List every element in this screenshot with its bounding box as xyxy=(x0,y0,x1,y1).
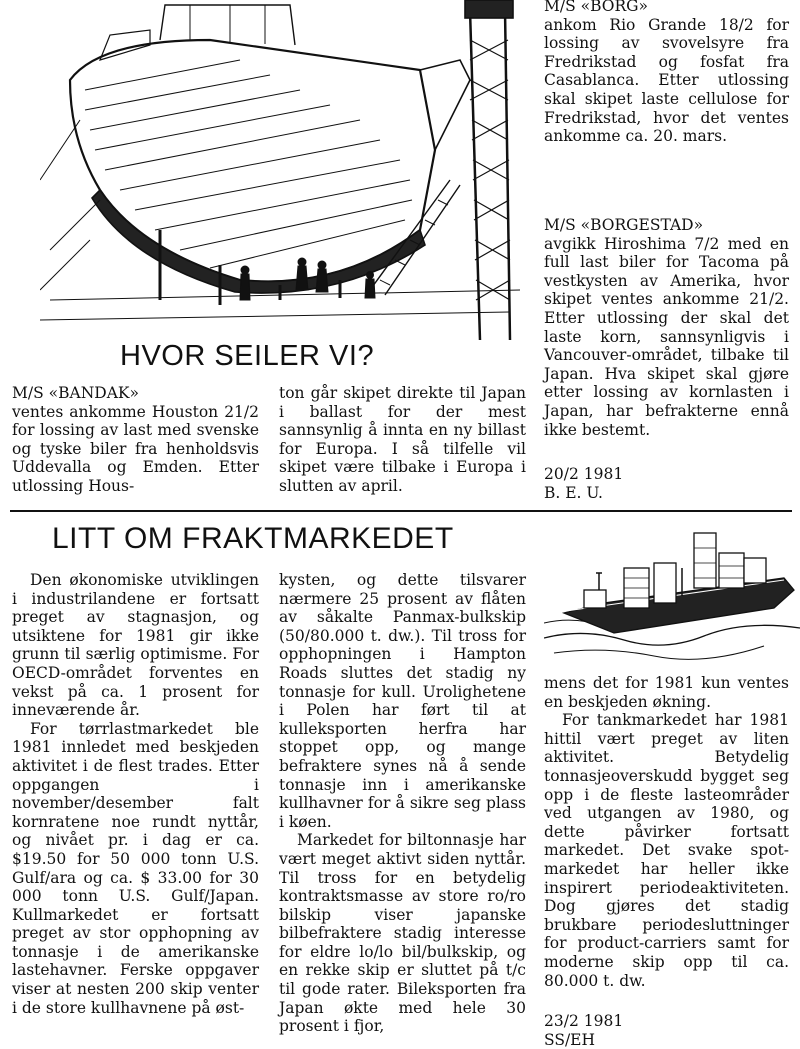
page-title-hvor-seiler-vi: HVOR SEILER VI? xyxy=(120,340,375,372)
fraktmarkedet-col2 xyxy=(279,571,526,1036)
borgestad-heading: M/S «BORGESTAD» xyxy=(544,216,704,234)
signature-initials-bottom: SS/EH xyxy=(544,1030,596,1049)
section-divider xyxy=(10,510,792,512)
borg-text: ankom Rio Grande 18/2 for lossing av svovelsyre fra Fredrikstad og fosfat fra Casablanca. Etter utlossing skal skipet laste cellulose for Fredrikstad, hvor det ventes ankomme ca. 20. mars. xyxy=(544,15,789,146)
col1-paragraph-2: For tørrlastmarkedet ble 1981 innledet med beskjeden aktivitet i de flest trades. Etter oppgangen i november/desember falt kornratene noe rundt nyttår, og nivået pr. i dag er ca. $19.50 for 50 000 tonn U.S. Gulf/ara og ca. $ 33.00 for 30 000 tonn U.S. Gulf/Japan. Kullmarkedet er fortsatt preget av stor opphopning av tonnasje i de amerikanske lastehavner. Ferske oppgaver viser at nesten 200 skip venter i de store kullhavnene på øst- xyxy=(12,719,259,1017)
bandak-article-col1 xyxy=(12,384,259,496)
col3-paragraph-2: For tankmarkedet har 1981 hittil vært preget av liten aktivitet. Betydelig tonnasjeoverskudd bygget seg opp i de fleste lasteområder ved utgangen av 1980, og dette påvirker fortsatt markedet. Det svake spot-markedet har heller ikke inspirert periodeaktiviteten. Dog gjøres det stadig brukbare periodesluttninger for product-carriers samt for moderne skip opp til ca. 80.000 t. dw. xyxy=(544,711,789,990)
borgestad-text: avgikk Hiroshima 7/2 med en full last biler for Tacoma på vestkysten av Amerika, hvor skipet ventes ankomme 21/2. Etter utlossing der skal det laste korn, sannsynligvis i Vancouver-området, tilbake til Japan. Hva skipet skal gjøre etter lossing av kornlasten i Japan, har befrakterne ennå ikke bestemt. xyxy=(544,234,789,439)
col2-paragraph-1: kysten, og dette tilsvarer nærmere 25 prosent av flåten av såkalte Panmax-bulkskip (50/80.000 t. dw.). Til tross for opphopningen i Hampton Roads sluttes det stadig ny tonnasje for kull. Urolighetene i Polen har ført til at kulleksporten herfra har stoppet opp, og mange befraktere synes nå å sende tonnasje inn i amerikanske kullhavner for å sikre seg plass i køen. xyxy=(279,571,526,831)
signature-date-bottom: 23/2 1981 xyxy=(544,1012,624,1031)
cargo-ship-illustration xyxy=(544,528,800,668)
signature-initials-top: B. E. U. xyxy=(544,483,603,502)
signature-date-top: 20/2 1981 xyxy=(544,465,624,484)
bandak-article-col2 xyxy=(279,384,526,496)
fraktmarkedet-col1 xyxy=(12,571,259,1017)
borg-heading: M/S «BORG» xyxy=(544,0,649,15)
fraktmarkedet-col3 xyxy=(544,674,789,1049)
bandak-text-2: ton går skipet direkte til Japan i ballast for der mest sannsynlig å innta en ny billast for Europa. I så tilfelle vil skipet være tilbake i Europa i slutten av april. xyxy=(279,384,526,495)
col2-paragraph-2: Markedet for biltonnasje har vært meget aktivt siden nyttår. Til tross for en betydelig kontraktsmasse av store ro/ro bilskip viser japanske bilbefraktere stadig interesse for eldre lo/lo bil/bulkskip, og en rekke skip er sluttet på t/c til gode rater. Bileksporten fra Japan økte med hele 30 prosent i fjor, xyxy=(279,831,526,1036)
col1-paragraph-1: Den økonomiske utviklingen i industrilandene er fortsatt preget av stagnasjon, og utsiktene for 1981 gir ikke grunn til særlig optimisme. For OECD-området forventes en vekst på ca. 1 prosent for inneværende år. xyxy=(12,571,259,720)
col3-paragraph-1: mens det for 1981 kun ventes en beskjeden økning. xyxy=(544,674,789,711)
bandak-heading: M/S «BANDAK» xyxy=(12,384,139,402)
borg-article xyxy=(544,0,789,146)
section-title-fraktmarkedet: LITT OM FRAKTMARKEDET xyxy=(52,522,454,555)
bandak-text-1: ventes ankomme Houston 21/2 for lossing av last med svenske og tyske biler fra henholdsvis Uddevalla og Emden. Etter utlossing Hous- xyxy=(12,402,259,495)
ship-drydock-illustration xyxy=(40,0,530,360)
borgestad-article xyxy=(544,216,789,502)
